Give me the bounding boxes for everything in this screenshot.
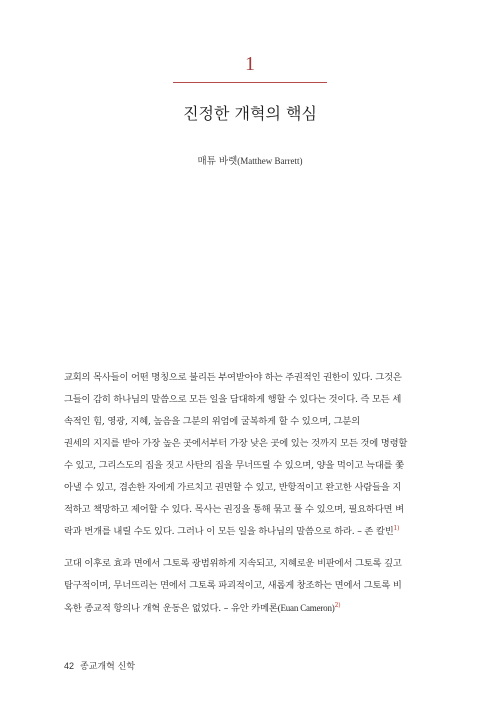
quote-last-line [64,521,434,543]
page-number: 42 [64,661,75,671]
footnote-marker[interactable]: 2) [334,601,341,609]
footnote-marker[interactable]: 1) [393,524,400,532]
chapter-divider [173,82,327,83]
quote-author-latin: (Euan Cameron) [277,603,335,613]
quote-line: 속적인 힘, 영광, 지혜, 높음을 그분의 위엄에 굴복하게 할 수 있으며, 그분의 [64,416,360,427]
quote-line: 탐구적이며, 무너뜨리는 면에서 그토록 파괴적이고, 새롭게 창조하는 면에서 그토록 비 [64,580,402,591]
author-byline [0,154,500,169]
page-footer [64,660,135,673]
author-name-latin: (Matthew Barrett) [237,156,303,166]
quote-line: 권세의 지지를 받아 가장 높은 곳에서부터 가장 낮은 곳에 있는 것까지 모든 것에 명령할 [64,438,408,449]
calvin-quote [64,367,434,543]
quote-line: 수 있고, 그리스도의 집을 짓고 사탄의 집을 무너뜨릴 수 있으며, 양을 먹이고 늑대를 쫓 [64,460,404,471]
cameron-quote [64,553,434,619]
quote-line-text: 락과 번개를 내릴 수도 있다. 그러나 이 모든 일을 하나님의 말씀으로 하라. – 존 칼빈 [64,526,394,537]
chapter-title: 진정한 개혁의 핵심 [183,104,317,123]
running-title: 종교개혁 신학 [80,662,136,672]
quote-line: 그들이 감히 하나님의 말씀으로 모든 일을 담대하게 행할 수 있다는 것이다. 즉 모든 세 [64,394,402,405]
quote-line: 교회의 목사들이 어떤 명칭으로 불리든 부여받아야 하는 주권적인 권한이 있다. 그것은 [64,372,402,383]
quote-line-text: 옥한 종교적 항의나 개혁 운동은 없었다. – 유안 카메론 [64,603,278,614]
quote-line: 적하고 책망하고 제어할 수 있다. 목사는 권징을 통해 묶고 풀 수 있으며, 필요하다면 벼 [64,504,404,515]
chapter-number: 1 [245,53,255,75]
author-name-korean: 매튜 바렛 [197,156,238,167]
quote-line: 고대 이후로 효과 면에서 그토록 광범위하게 지속되고, 지혜로운 비판에서 그토록 깊고 [64,558,402,569]
quote-line: 아낼 수 있고, 겸손한 자에게 가르치고 권면할 수 있고, 반항적이고 완고한 사람들을 지 [64,482,402,493]
quote-last-line [64,597,434,619]
